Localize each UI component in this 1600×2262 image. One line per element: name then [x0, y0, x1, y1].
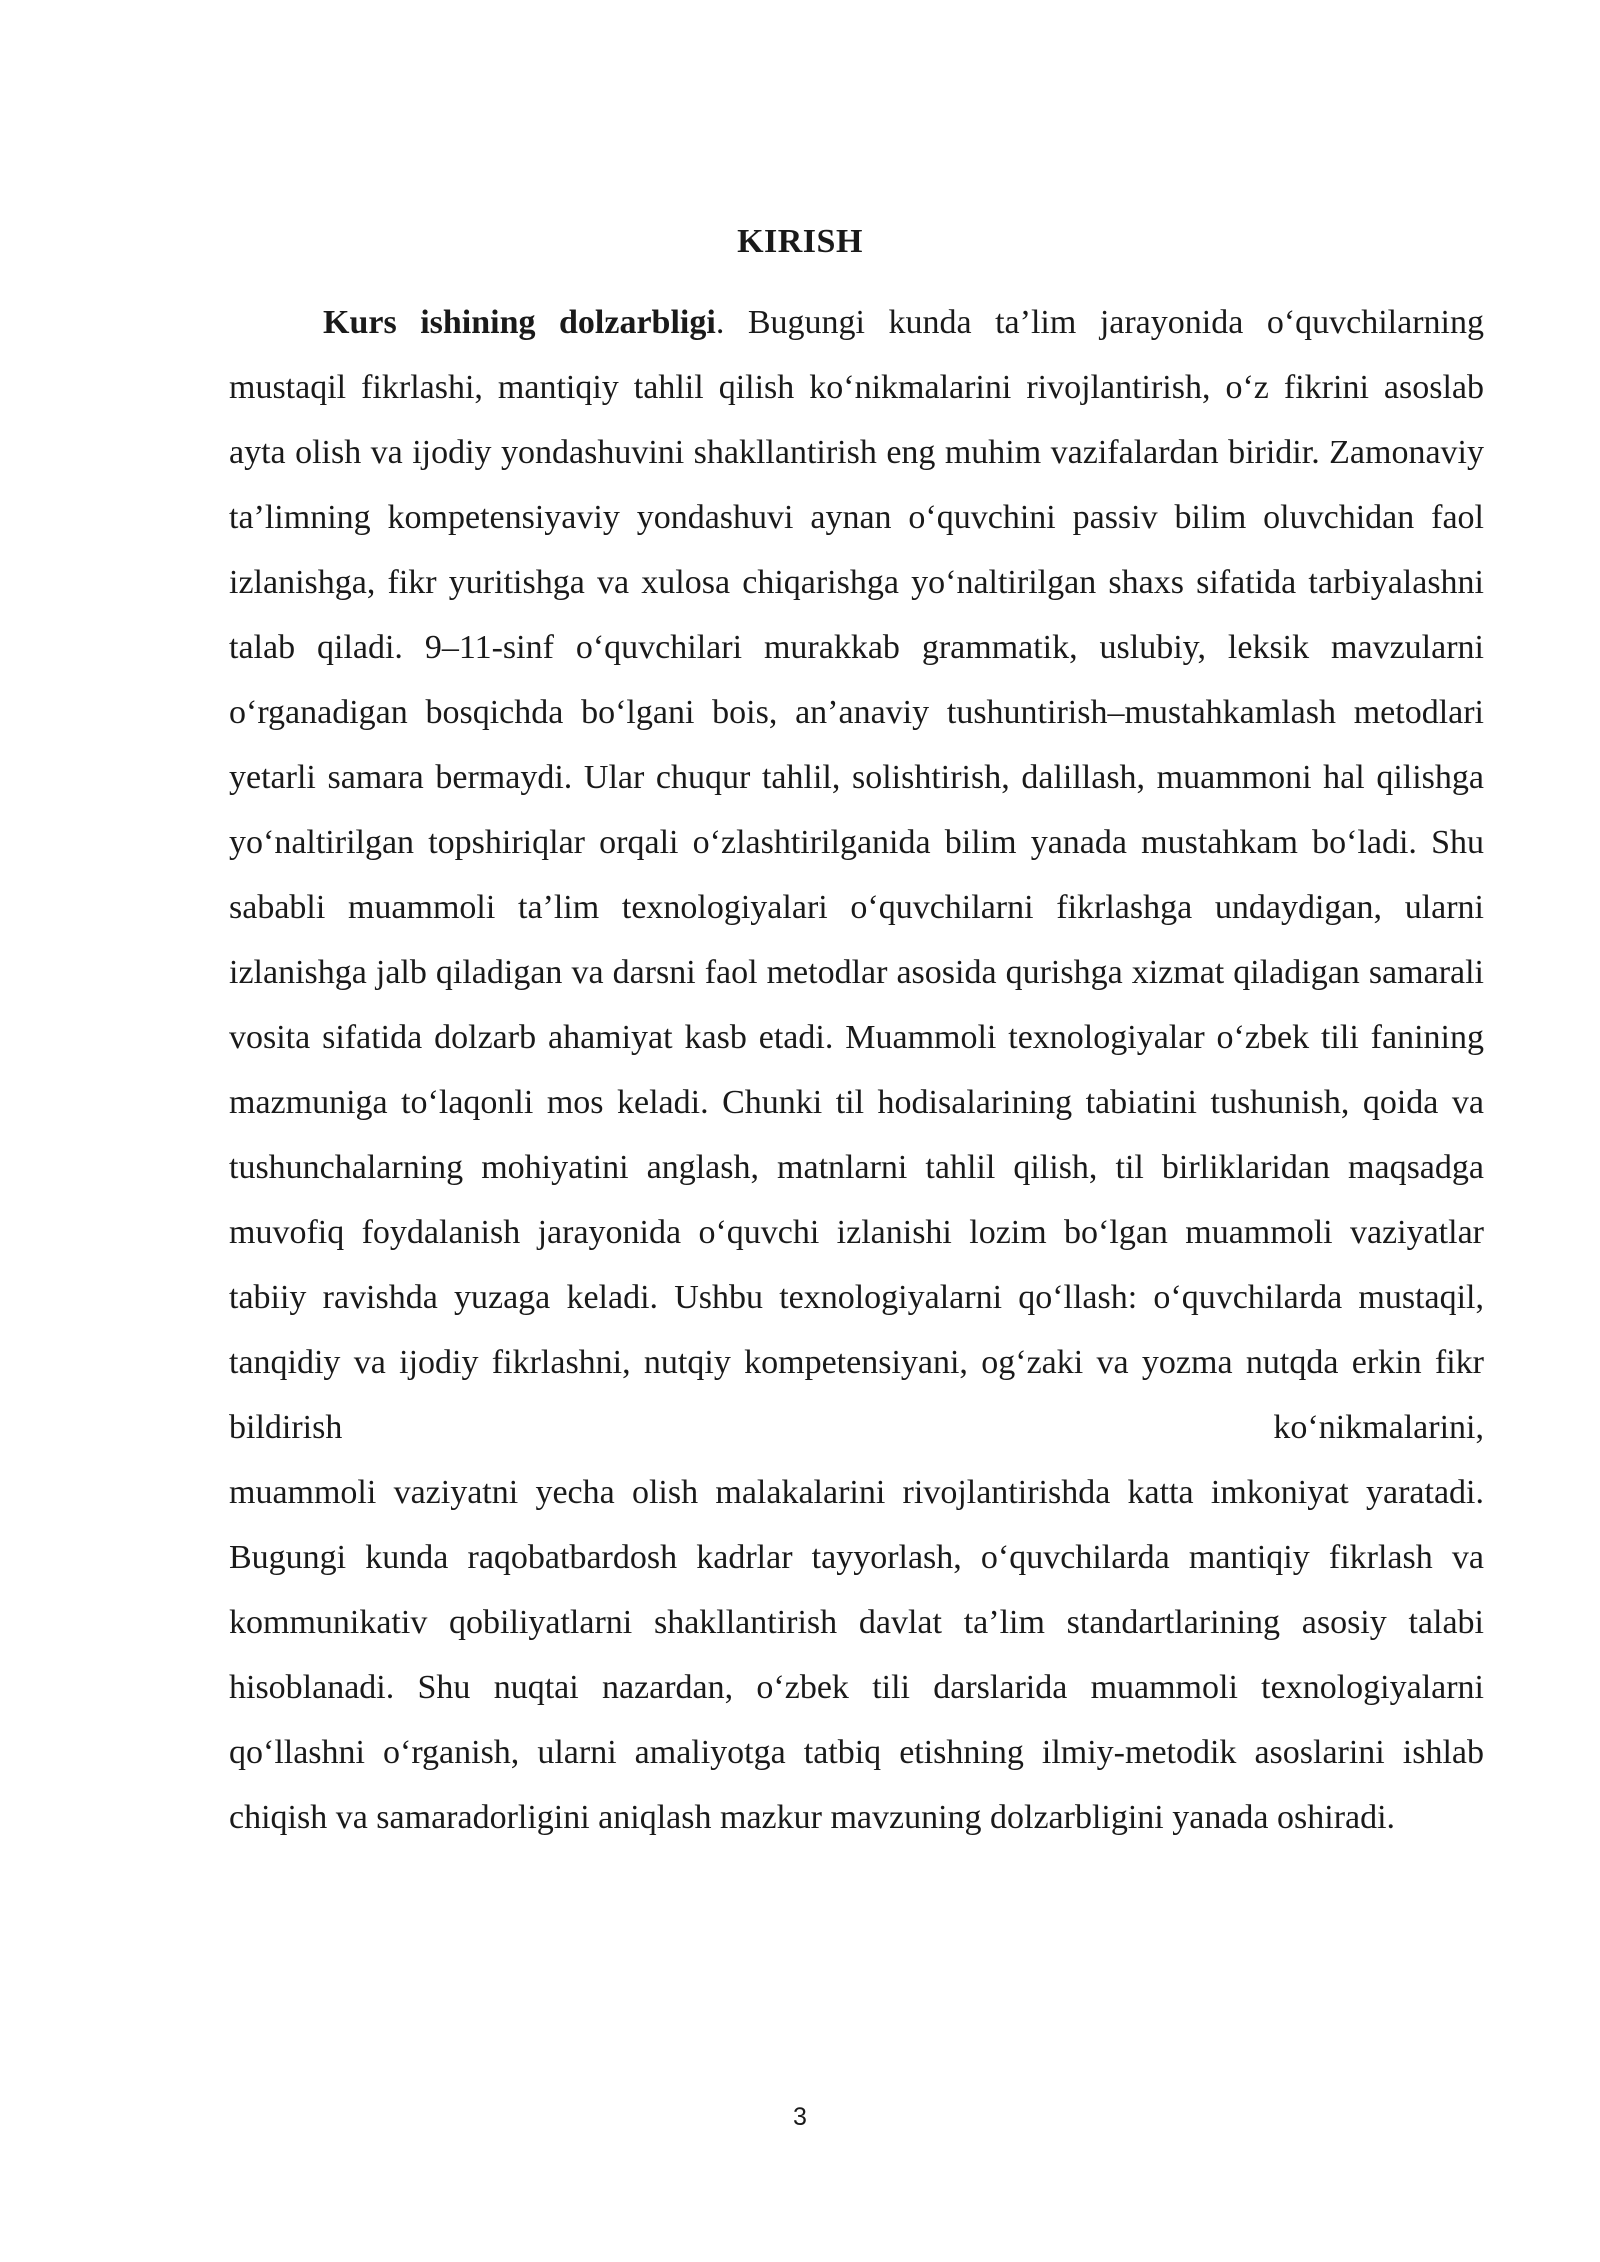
- paragraph-lead: Kurs ishining dolzarbligi: [323, 304, 716, 341]
- body-text: [229, 290, 1484, 1850]
- page-number: 3: [793, 2103, 807, 2131]
- section-heading: KIRISH: [737, 223, 863, 260]
- paragraph-continuation: muammoli vaziyatni yecha olish malakalarini rivojlantirishda katta imkoniyat yaratadi. Bugungi kunda raqobatbardosh kadrlar tayyorlash, o‘quvchilarda mantiqiy fikrlash va kommunikativ qobiliyatlarni shakllantirish davlat ta’lim standartlarining asosiy talabi hisoblanadi. Shu nuqtai nazardan, o‘zbek tili darslarida muammoli texnologiyalarni qo‘llashni o‘rganish, ularni amaliyotga tatbiq etishning ilmiy-metodik asoslarini ishlab chiqish va samaradorligini aniqlash mazkur mavzuning dolzarbligini yanada oshiradi.: [229, 1474, 1484, 1836]
- paragraph-relevance: [229, 290, 1484, 1460]
- paragraph-relevance-text: . Bugungi kunda ta’lim jarayonida o‘quvchilarning mustaqil fikrlashi, mantiqiy tahlil qilish ko‘nikmalarini rivojlantirish, o‘z fikrini asoslab ayta olish va ijodiy yondashuvini shakllantirish eng muhim vazifalardan biridir. Zamonaviy ta’limning kompetensiyaviy yondashuvi aynan o‘quvchini passiv bilim oluvchidan faol izlanishga, fikr yuritishga va xulosa chiqarishga yo‘naltirilgan shaxs sifatida tarbiyalashni talab qiladi. 9–11-sinf o‘quvchilari murakkab grammatik, uslubiy, leksik mavzularni o‘rganadigan bosqichda bo‘lgani bois, an’anaviy tushuntirish–mustahkamlash metodlari yetarli samara bermaydi. Ular chuqur tahlil, solishtirish, dalillash, muammoni hal qilishga yo‘naltirilgan topshiriqlar orqali o‘zlashtirilganida bilim yanada mustahkam bo‘ladi. Shu sababli muammoli ta’lim texnologiyalari o‘quvchilarni fikrlashga undaydigan, ularni izlanishga jalb qiladigan va darsni faol metodlar asosida qurishga xizmat qiladigan samarali vosita sifatida dolzarb ahamiyat kasb etadi. Muammoli texnologiyalar o‘zbek tili fanining mazmuniga to‘laqonli mos keladi. Chunki til hodisalarining tabiatini tushunish, qoida va tushunchalarning mohiyatini anglash, matnlarni tahlil qilish, til birliklaridan maqsadga muvofiq foydalanish jarayonida o‘quvchi izlanishi lozim bo‘lgan muammoli vaziyatlar tabiiy ravishda yuzaga keladi. Ushbu texnologiyalarni qo‘llash: o‘quvchilarda mustaqil, tanqidiy va ijodiy fikrlashni, nutqiy kompetensiyani, og‘zaki va yozma nutqda erkin fikr bildirish ko‘nikmalarini,: [229, 304, 1484, 1446]
